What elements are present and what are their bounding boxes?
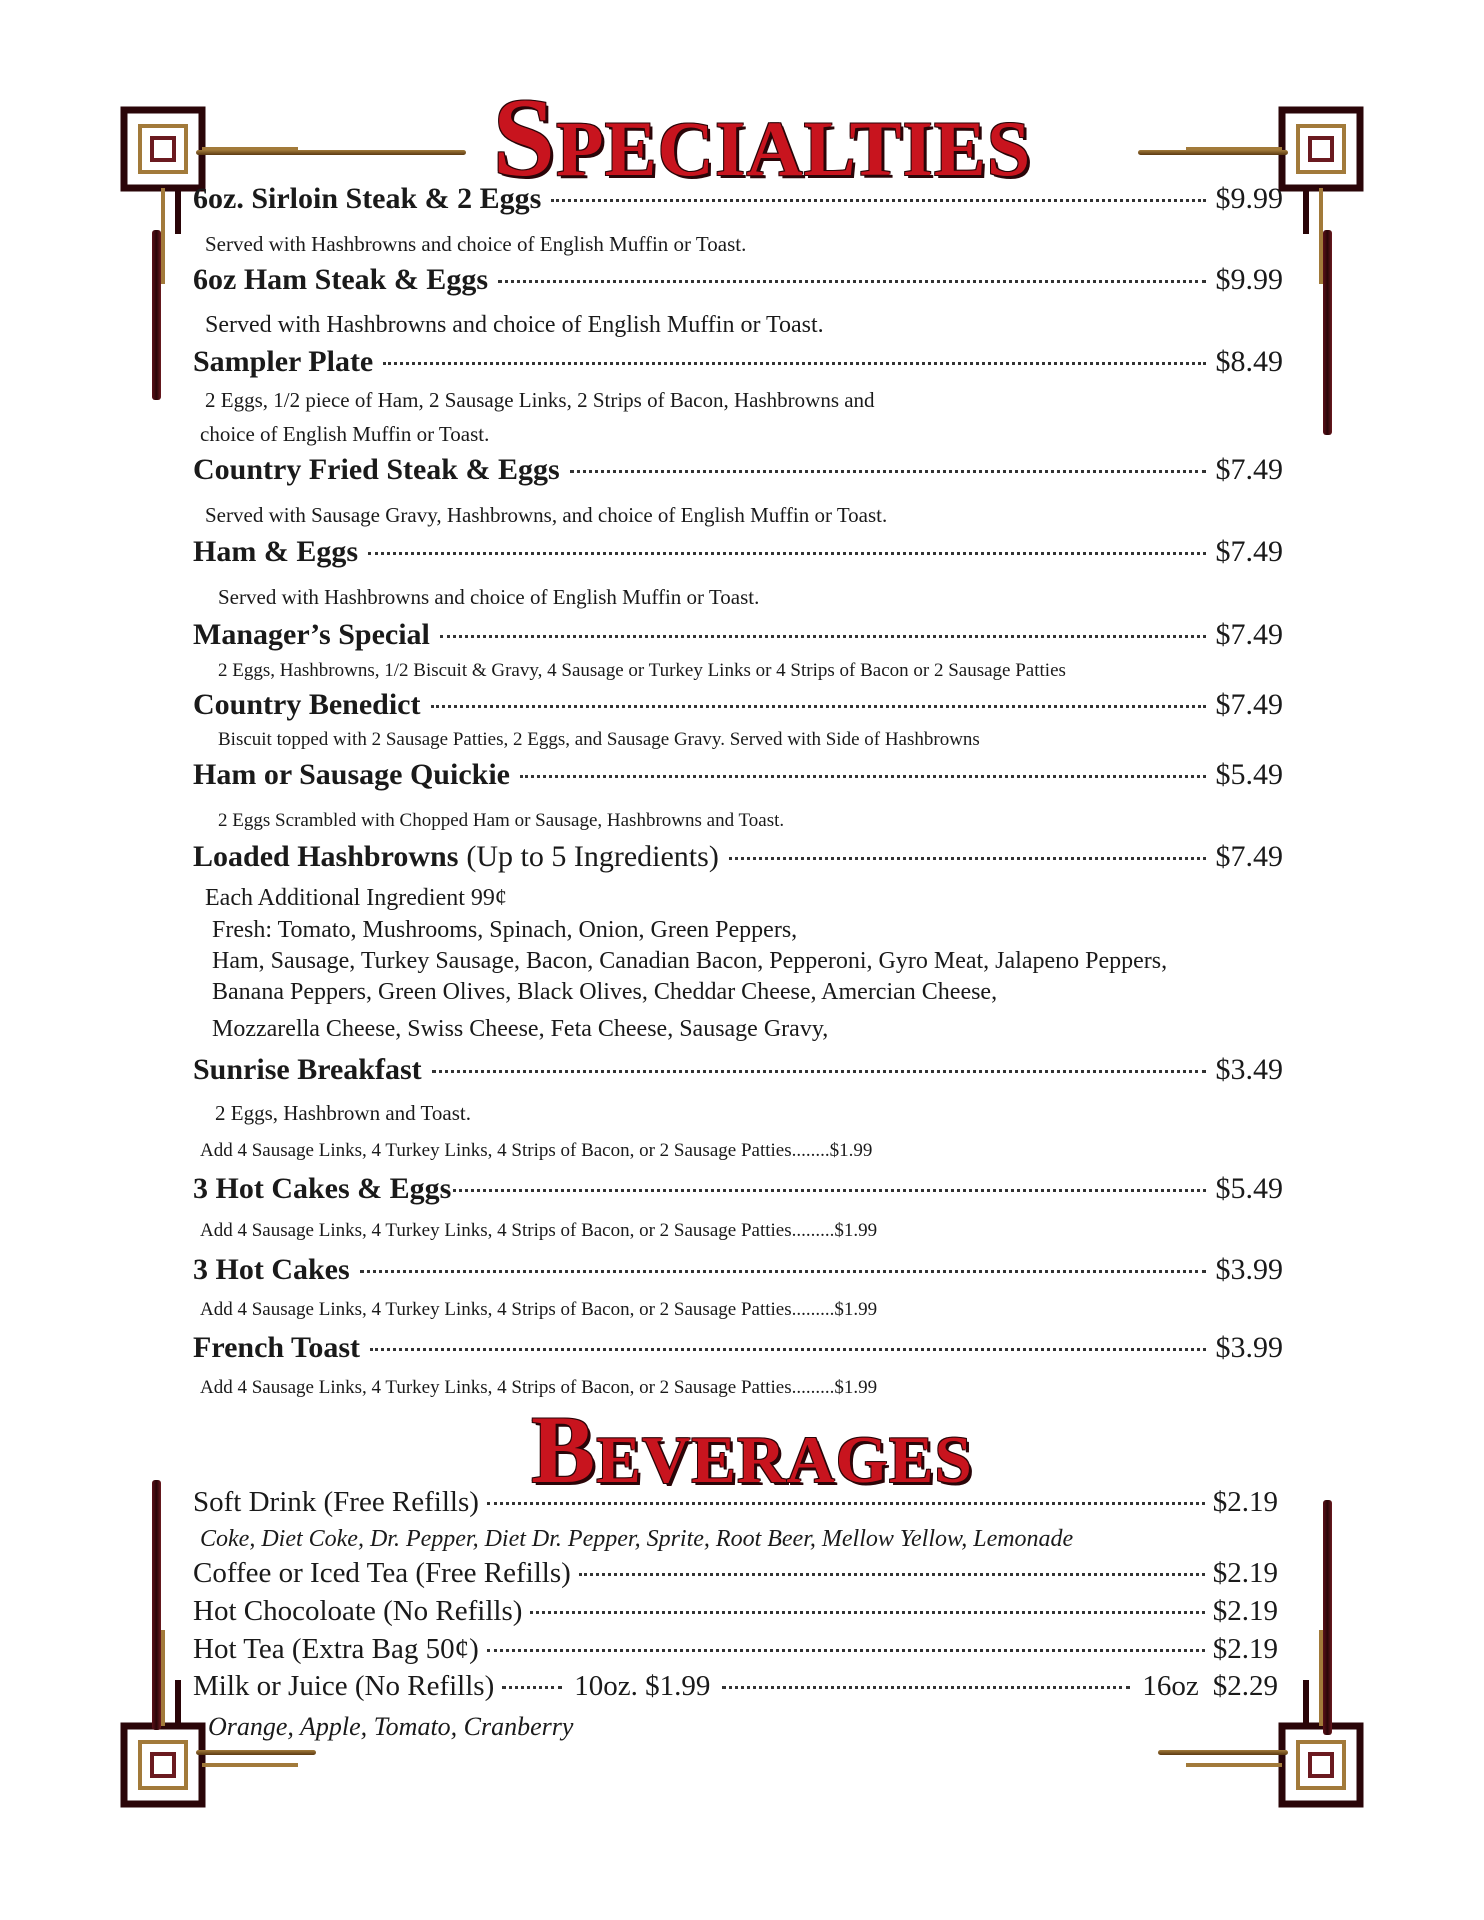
leader-dots	[370, 1348, 1206, 1351]
item-name: 3 Hot Cakes & Eggs	[193, 1172, 452, 1205]
leader-dots	[722, 1686, 1130, 1689]
leader-dots	[570, 470, 1206, 473]
item-name: Sampler Plate	[193, 345, 374, 378]
item-description: 2 Eggs, 1/2 piece of Ham, 2 Sausage Links, 2 Strips of Bacon, Hashbrowns and	[205, 388, 875, 412]
item-addon: Add 4 Sausage Links, 4 Turkey Links, 4 Strips of Bacon, or 2 Sausage Patties........$1.99	[200, 1140, 873, 1161]
leader-dots	[579, 1573, 1205, 1576]
item-price: $3.49	[1215, 1053, 1283, 1086]
item-note: (Up to 5 Ingredients)	[466, 840, 719, 873]
item-name: Manager’s Special	[193, 618, 430, 651]
item-name: 6oz. Sirloin Steak & 2 Eggs	[193, 182, 542, 215]
item-description: 2 Eggs, Hashbrown and Toast.	[215, 1101, 471, 1125]
menu-item	[193, 535, 1283, 569]
item-description: Served with Sausage Gravy, Hashbrowns, and choice of English Muffin or Toast.	[205, 503, 888, 527]
item-name: 6oz Ham Steak & Eggs	[193, 263, 488, 296]
item-description: Served with Hashbrowns and choice of English Muffin or Toast.	[205, 312, 824, 338]
item-price: $5.49	[1215, 1172, 1283, 1205]
item-name: Country Benedict	[193, 688, 421, 721]
leader-dots	[487, 1502, 1205, 1505]
menu-item	[193, 453, 1283, 487]
beverage-price-small: 10oz. $1.99	[574, 1670, 711, 1702]
menu-item	[193, 1172, 1283, 1206]
leader-dots	[440, 635, 1206, 638]
item-name: Country Fried Steak & Eggs	[193, 453, 560, 486]
item-description: Ham, Sausage, Turkey Sausage, Bacon, Canadian Bacon, Pepperoni, Gyro Meat, Jalapeno Peppers,	[212, 948, 1168, 974]
menu-item	[193, 758, 1283, 792]
leader-dots	[520, 775, 1206, 778]
item-price: $8.49	[1215, 345, 1283, 378]
menu-item	[193, 182, 1283, 216]
item-description: Fresh: Tomato, Mushrooms, Spinach, Onion, Green Peppers,	[212, 917, 798, 943]
item-addon: Add 4 Sausage Links, 4 Turkey Links, 4 Strips of Bacon, or 2 Sausage Patties.........$1.99	[200, 1299, 878, 1320]
beverage-item	[193, 1557, 1278, 1590]
item-description: choice of English Muffin or Toast.	[200, 422, 490, 446]
leader-dots	[729, 857, 1206, 860]
frame-bar	[1323, 1500, 1332, 1735]
item-price: $9.99	[1215, 182, 1283, 215]
beverage-description: Orange, Apple, Tomato, Cranberry	[208, 1712, 574, 1741]
menu-item	[193, 1253, 1283, 1287]
leader-dots	[432, 1070, 1206, 1073]
beverage-item	[193, 1670, 1278, 1703]
beverage-name: Soft Drink (Free Refills)	[193, 1486, 479, 1518]
item-description: Biscuit topped with 2 Sausage Patties, 2 Eggs, and Sausage Gravy. Served with Side of Hashbrowns	[218, 729, 980, 750]
leader-dots	[530, 1611, 1204, 1614]
item-price: $7.49	[1215, 840, 1283, 873]
item-name: 3 Hot Cakes	[193, 1253, 350, 1286]
frame-bar	[1323, 230, 1332, 435]
frame-bar	[152, 230, 161, 400]
menu-item	[193, 1331, 1283, 1365]
leader-dots	[498, 280, 1206, 283]
menu-item	[193, 688, 1283, 722]
beverage-item	[193, 1595, 1278, 1628]
leader-dots	[431, 705, 1206, 708]
beverage-description: Coke, Diet Coke, Dr. Pepper, Diet Dr. Pepper, Sprite, Root Beer, Mellow Yellow, Lemonade	[200, 1526, 1074, 1552]
item-description: Mozzarella Cheese, Swiss Cheese, Feta Cheese, Sausage Gravy,	[212, 1016, 829, 1042]
beverage-item	[193, 1486, 1278, 1519]
frame-line	[1158, 1750, 1288, 1755]
item-description: Banana Peppers, Green Olives, Black Olives, Cheddar Cheese, Amercian Cheese,	[212, 979, 998, 1005]
frame-bar	[152, 1480, 161, 1730]
item-price: $7.49	[1215, 618, 1283, 651]
item-name: Ham & Eggs	[193, 535, 358, 568]
leader-dots	[502, 1686, 562, 1689]
item-name: French Toast	[193, 1331, 360, 1364]
menu-item	[193, 345, 1283, 379]
leader-dots	[368, 552, 1206, 555]
beverage-size-large: 16oz	[1142, 1670, 1199, 1702]
item-price: $3.99	[1215, 1253, 1283, 1286]
beverage-name: Hot Chocoloate (No Refills)	[193, 1595, 523, 1627]
item-price: $3.99	[1215, 1331, 1283, 1364]
beverage-price: $2.29	[1212, 1670, 1278, 1702]
item-description: 2 Eggs, Hashbrowns, 1/2 Biscuit & Gravy, 4 Sausage or Turkey Links or 4 Strips of Bacon or 2 Sausage Patties	[218, 660, 1066, 681]
item-price: $5.49	[1215, 758, 1283, 791]
item-price: $7.49	[1215, 688, 1283, 721]
item-description: Each Additional Ingredient 99¢	[205, 885, 507, 911]
menu-item	[193, 263, 1283, 297]
item-name: Loaded Hashbrowns	[193, 840, 459, 873]
leader-dots	[487, 1649, 1205, 1652]
item-description: Served with Hashbrowns and choice of English Muffin or Toast.	[205, 232, 747, 256]
leader-dots	[453, 1189, 1205, 1192]
specialties-heading: Specialties	[492, 76, 1032, 200]
menu-item	[193, 618, 1283, 652]
beverage-name: Milk or Juice (No Refills)	[193, 1670, 495, 1702]
beverages-heading: Beverages	[531, 1396, 973, 1503]
leader-dots	[551, 199, 1205, 202]
beverage-name: Coffee or Iced Tea (Free Refills)	[193, 1557, 571, 1589]
beverage-price: $2.19	[1212, 1486, 1278, 1518]
item-description: Served with Hashbrowns and choice of English Muffin or Toast.	[218, 585, 760, 609]
menu-item	[193, 840, 1283, 874]
item-name: Ham or Sausage Quickie	[193, 758, 510, 791]
item-addon: Add 4 Sausage Links, 4 Turkey Links, 4 Strips of Bacon, or 2 Sausage Patties.........$1.99	[200, 1377, 878, 1398]
leader-dots	[383, 362, 1205, 365]
item-price: $7.49	[1215, 453, 1283, 486]
item-price: $7.49	[1215, 535, 1283, 568]
beverage-item	[193, 1633, 1278, 1666]
item-description: 2 Eggs Scrambled with Chopped Ham or Sausage, Hashbrowns and Toast.	[218, 810, 785, 831]
frame-line	[196, 1750, 316, 1755]
item-addon: Add 4 Sausage Links, 4 Turkey Links, 4 Strips of Bacon, or 2 Sausage Patties.........$1.99	[200, 1220, 878, 1241]
beverage-price: $2.19	[1212, 1595, 1278, 1627]
leader-dots	[360, 1270, 1206, 1273]
menu-item	[193, 1053, 1283, 1087]
item-price: $9.99	[1215, 263, 1283, 296]
item-name: Sunrise Breakfast	[193, 1053, 422, 1086]
beverage-price: $2.19	[1212, 1557, 1278, 1589]
beverage-price: $2.19	[1212, 1633, 1278, 1665]
beverage-name: Hot Tea (Extra Bag 50¢)	[193, 1633, 479, 1665]
